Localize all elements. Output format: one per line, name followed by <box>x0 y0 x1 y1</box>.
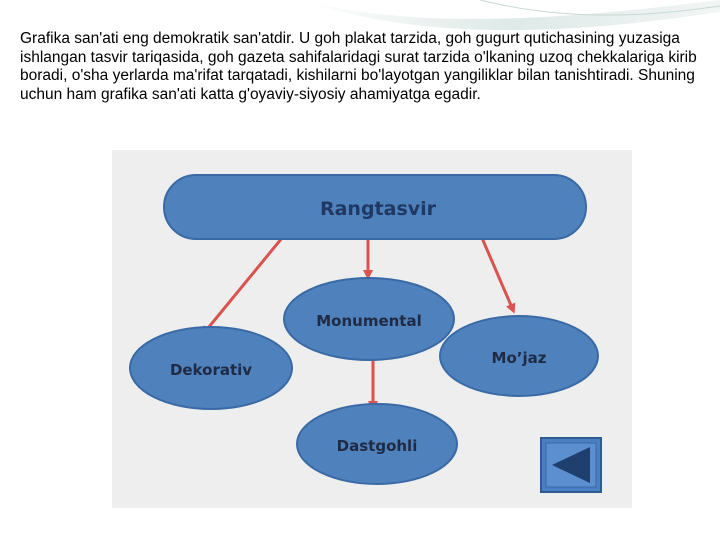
arrow-to-mojaz <box>482 238 513 310</box>
node-dekorativ-label: Dekorativ <box>169 361 253 379</box>
arrow-to-dekorativ <box>204 238 282 333</box>
back-button[interactable] <box>541 438 601 492</box>
node-monumental-label: Monumental <box>316 312 422 330</box>
node-dastgohli-label: Dastgohli <box>336 437 418 455</box>
node-mojaz-label: Mo’jaz <box>491 349 547 367</box>
body-paragraph: Grafika san'ati eng demokratik san'atdir. U goh plakat tarzida, goh gugurt qutichasining yuzasiga ishlangan tasvir tariqasida, goh gazeta sahifalaridagi surat tarzida o'lkaning uzoq chekkalariga kirib boradi, o'sha yerlarda ma'rifat tarqatadi, kishilarni bo'layotgan yangiliklar bilan tanishtiradi. Shuning uchun ham grafika san'ati katta g'oyaviy-siyosiy ahamiyatga egadir. <box>20 30 697 103</box>
node-rangtasvir-label: Rangtasvir <box>319 198 437 220</box>
